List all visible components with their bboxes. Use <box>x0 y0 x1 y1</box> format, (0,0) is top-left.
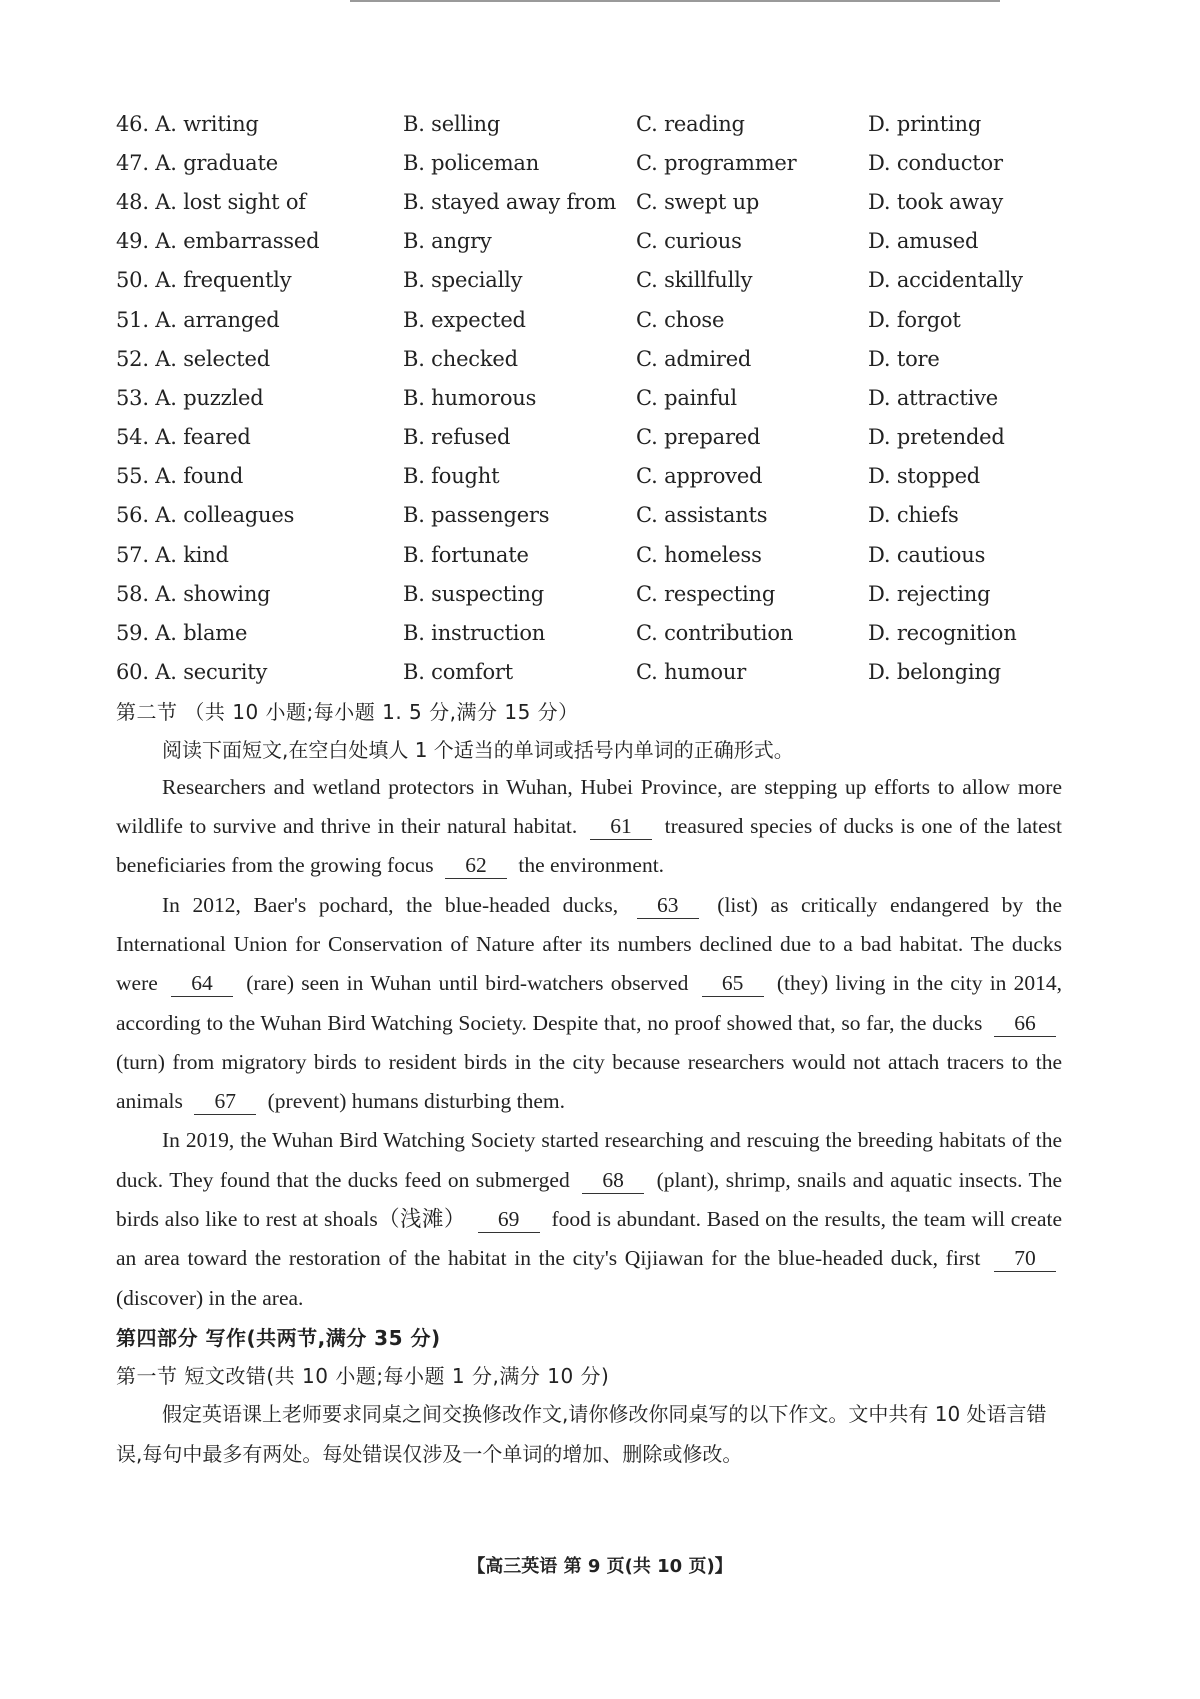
blank-67[interactable]: 67 <box>194 1088 256 1115</box>
option-b[interactable]: B. comfort <box>403 660 513 685</box>
option-a[interactable]: 57. A. kind <box>116 542 229 567</box>
option-c[interactable]: C. curious <box>636 229 742 254</box>
option-d[interactable]: D. took away <box>868 189 1004 214</box>
blank-61[interactable]: 61 <box>590 813 652 840</box>
option-c[interactable]: C. approved <box>636 464 763 489</box>
question-row <box>116 261 1062 300</box>
question-row <box>116 574 1062 613</box>
option-b[interactable]: B. humorous <box>403 385 537 410</box>
section2-title: 第二节 （共 10 小题;每小题 1. 5 分,满分 15 分） <box>116 700 579 725</box>
option-c[interactable]: C. programmer <box>636 150 797 175</box>
question-row <box>116 496 1062 535</box>
option-c[interactable]: C. admired <box>636 346 752 371</box>
option-d[interactable]: D. stopped <box>868 464 981 489</box>
option-b[interactable]: B. stayed away from <box>403 189 617 214</box>
question-row <box>116 182 1062 221</box>
option-c[interactable]: C. contribution <box>636 621 794 646</box>
option-c[interactable]: C. reading <box>636 111 745 136</box>
option-a[interactable]: 59. A. blame <box>116 621 248 646</box>
option-d[interactable]: D. conductor <box>868 150 1003 175</box>
multiple-choice-options <box>116 104 1062 692</box>
blank-65[interactable]: 65 <box>702 970 764 997</box>
option-a[interactable]: 47. A. graduate <box>116 150 278 175</box>
option-a[interactable]: 54. A. feared <box>116 425 251 450</box>
option-d[interactable]: D. forgot <box>868 307 961 332</box>
question-row <box>116 613 1062 652</box>
option-b[interactable]: B. selling <box>403 111 501 136</box>
section2-instruction: 阅读下面短文,在空白处填人 1 个适当的单词或括号内单词的正确形式。 <box>162 738 794 763</box>
option-d[interactable]: D. printing <box>868 111 982 136</box>
question-row <box>116 378 1062 417</box>
option-c[interactable]: C. painful <box>636 385 737 410</box>
question-row <box>116 535 1062 574</box>
option-c[interactable]: C. homeless <box>636 542 762 567</box>
option-a[interactable]: 50. A. frequently <box>116 268 292 293</box>
question-row <box>116 339 1062 378</box>
option-c[interactable]: C. skillfully <box>636 268 753 293</box>
option-d[interactable]: D. belonging <box>868 660 1001 685</box>
option-a[interactable]: 53. A. puzzled <box>116 385 264 410</box>
question-row <box>116 418 1062 457</box>
part4-title: 第四部分 写作(共两节,满分 35 分) <box>116 1326 441 1351</box>
option-a[interactable]: 55. A. found <box>116 464 244 489</box>
page-footer: 【高三英语 第 9 页(共 10 页)】 <box>467 1556 733 1577</box>
option-b[interactable]: B. fortunate <box>403 542 529 567</box>
option-a[interactable]: 56. A. colleagues <box>116 503 295 528</box>
cloze-passage <box>116 768 1062 1318</box>
question-row <box>116 653 1062 692</box>
option-a[interactable]: 58. A. showing <box>116 581 271 606</box>
option-b[interactable]: B. suspecting <box>403 581 545 606</box>
option-c[interactable]: C. prepared <box>636 425 761 450</box>
option-c[interactable]: C. swept up <box>636 189 760 214</box>
option-b[interactable]: B. passengers <box>403 503 550 528</box>
option-d[interactable]: D. cautious <box>868 542 986 567</box>
blank-69[interactable]: 69 <box>478 1206 540 1233</box>
option-d[interactable]: D. chiefs <box>868 503 959 528</box>
option-d[interactable]: D. tore <box>868 346 940 371</box>
blank-70[interactable]: 70 <box>994 1245 1056 1272</box>
blank-66[interactable]: 66 <box>994 1010 1056 1037</box>
option-c[interactable]: C. humour <box>636 660 747 685</box>
option-a[interactable]: 46. A. writing <box>116 111 259 136</box>
option-d[interactable]: D. rejecting <box>868 581 991 606</box>
scan-artifact-line <box>350 0 1000 2</box>
option-d[interactable]: D. amused <box>868 229 979 254</box>
option-d[interactable]: D. pretended <box>868 425 1005 450</box>
option-b[interactable]: B. policeman <box>403 150 540 175</box>
option-a[interactable]: 60. A. security <box>116 660 268 685</box>
paragraph-3: In 2019, the Wuhan Bird Watching Society started researching and rescuing the breeding habitats of the duck. They found that the ducks feed on submerged 68 (plant), shrimp, snails and aquatic insects. The birds also like to rest at shoals（浅滩） 69 food is abundant. Based on the results, the team will create an area toward the restoration of the habitat in the city's Qijiawan for the blue-headed duck, first 70 (discover) in the area. <box>116 1128 1063 1310</box>
exam-page <box>116 104 1062 1474</box>
option-c[interactable]: C. respecting <box>636 581 776 606</box>
option-b[interactable]: B. refused <box>403 425 511 450</box>
option-b[interactable]: B. checked <box>403 346 518 371</box>
blank-63[interactable]: 63 <box>637 892 699 919</box>
option-b[interactable]: B. specially <box>403 268 523 293</box>
question-row <box>116 104 1062 143</box>
option-b[interactable]: B. fought <box>403 464 500 489</box>
part4-instruction: 假定英语课上老师要求同桌之间交换修改作文,请你修改你同桌写的以下作文。文中共有 10 处语言错误,每句中最多有两处。每处错误仅涉及一个单词的增加、删除或修改。 <box>116 1401 1047 1466</box>
option-a[interactable]: 52. A. selected <box>116 346 271 371</box>
question-row <box>116 222 1062 261</box>
option-c[interactable]: C. assistants <box>636 503 768 528</box>
blank-62[interactable]: 62 <box>445 852 507 879</box>
blank-68[interactable]: 68 <box>582 1167 644 1194</box>
question-row <box>116 457 1062 496</box>
option-b[interactable]: B. instruction <box>403 621 546 646</box>
option-d[interactable]: D. accidentally <box>868 268 1023 293</box>
option-d[interactable]: D. attractive <box>868 385 999 410</box>
question-row <box>116 300 1062 339</box>
option-b[interactable]: B. expected <box>403 307 526 332</box>
option-d[interactable]: D. recognition <box>868 621 1017 646</box>
part4-section1-title: 第一节 短文改错(共 10 小题;每小题 1 分,满分 10 分) <box>116 1364 610 1389</box>
option-c[interactable]: C. chose <box>636 307 725 332</box>
paragraph-2: In 2012, Baer's pochard, the blue-headed ducks, 63 (list) as critically endangered by the International Union for Conservation of Nature after its numbers declined due to a bad habitat. The ducks were 64 (rare) seen in Wuhan until bird-watchers observed 65 (they) living in the city in 2014, according to the Wuhan Bird Watching Society. Despite that, no proof showed that, so far, the ducks 66 (turn) from migratory birds to resident birds in the city because researchers would not attach tracers to the animals 67 (prevent) humans disturbing them. <box>116 892 1063 1114</box>
option-a[interactable]: 49. A. embarrassed <box>116 229 320 254</box>
question-row <box>116 143 1062 182</box>
paragraph-1: Researchers and wetland protectors in Wuhan, Hubei Province, are stepping up efforts to allow more wildlife to survive and thrive in their natural habitat. 61 treasured species of ducks is one of the latest beneficiaries from the growing focus 62 the environment. <box>116 774 1063 878</box>
option-a[interactable]: 51. A. arranged <box>116 307 280 332</box>
option-a[interactable]: 48. A. lost sight of <box>116 189 306 214</box>
blank-64[interactable]: 64 <box>171 970 233 997</box>
option-b[interactable]: B. angry <box>403 229 492 254</box>
